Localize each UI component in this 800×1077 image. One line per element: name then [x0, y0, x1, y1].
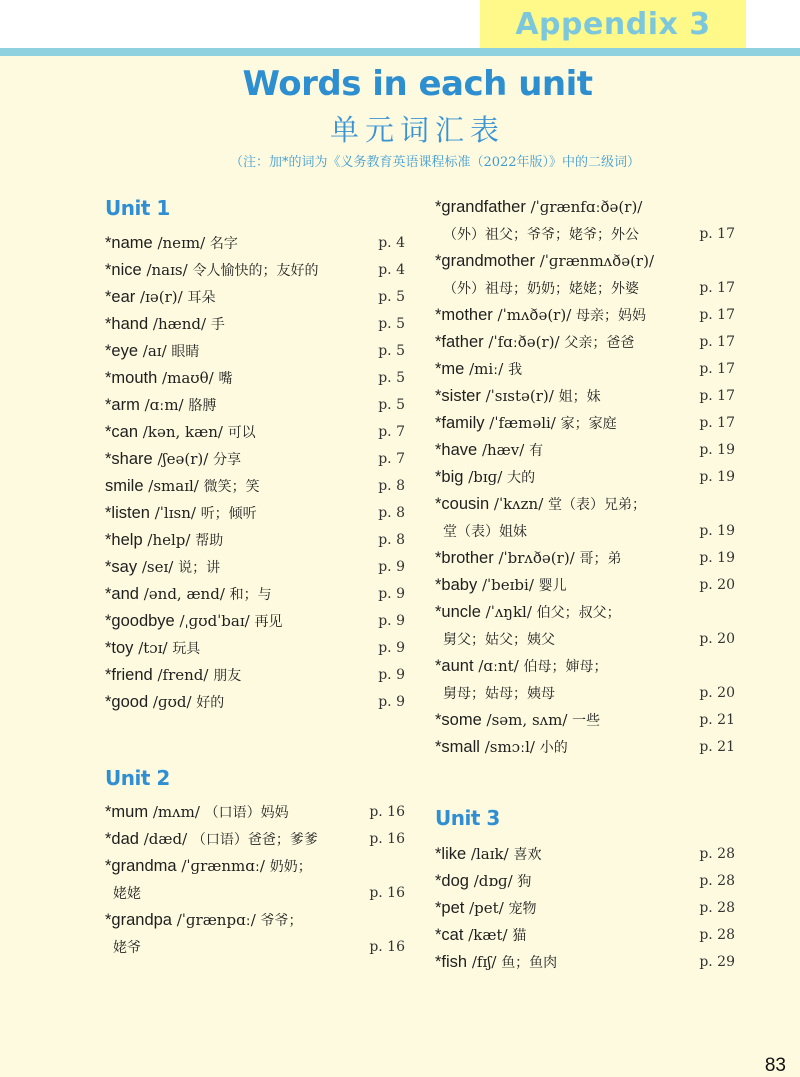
entry-phonetic: /ənd, ænd/: [138, 585, 230, 603]
entry-word: *goodbye: [105, 612, 175, 630]
vocab-entry: [105, 230, 405, 257]
entry-word: *name: [105, 234, 153, 252]
entry-word: *grandmother: [435, 252, 535, 270]
entry-meaning: 有: [529, 443, 544, 459]
entry-page: p. 17: [699, 388, 735, 404]
entry-page: p. 19: [699, 469, 735, 485]
vocab-entry: [105, 689, 405, 716]
vocab-entry-continued: [105, 880, 405, 907]
entry-word: *grandma: [105, 857, 177, 875]
vocab-entry: [105, 365, 405, 392]
entry-meaning: 姐；妹: [558, 389, 601, 405]
vocab-entry: [105, 608, 405, 635]
entry-word: *father: [435, 333, 484, 351]
vocab-entry: [435, 437, 735, 464]
entry-phonetic: /ɪə(r)/: [135, 288, 188, 306]
entry-page: p. 16: [369, 804, 405, 820]
entry-phonetic: /kən, kæn/: [138, 423, 228, 441]
word-list-unit-1: [105, 230, 405, 716]
entry-page: p. 19: [699, 523, 735, 539]
entry-phonetic: /help/: [142, 531, 196, 549]
entry-phonetic: /dæd/: [138, 830, 192, 848]
entry-page: p. 9: [378, 694, 405, 710]
entry-meaning: 我: [508, 362, 523, 378]
entry-meaning: 玩具: [172, 641, 201, 657]
vocab-entry: [105, 907, 405, 934]
entry-word: *me: [435, 360, 465, 378]
entry-page: p. 19: [699, 442, 735, 458]
entry-phonetic: /dɒɡ/: [468, 872, 518, 890]
entry-meaning-continued: 堂（表）姐妹: [443, 524, 527, 540]
vocab-entry: [105, 257, 405, 284]
entry-word: *cat: [435, 926, 464, 944]
entry-phonetic: /ˈɡrænfɑːðə(r)/: [525, 198, 643, 216]
entry-phonetic: /ˈfæməli/: [484, 414, 561, 432]
entry-page: p. 16: [369, 885, 405, 901]
entry-page: p. 21: [699, 712, 735, 728]
entry-meaning: 名字: [209, 236, 238, 252]
entry-page: p. 17: [699, 361, 735, 377]
entry-word: *say: [105, 558, 138, 576]
vocab-entry: [435, 383, 735, 410]
entry-phonetic: /smaɪl/: [143, 477, 204, 495]
vocab-entry: [435, 841, 735, 868]
entry-word: *grandpa: [105, 911, 172, 929]
entry-word: *dad: [105, 830, 139, 848]
vocab-entry: [435, 653, 735, 680]
entry-page: p. 28: [699, 846, 735, 862]
entry-phonetic: /ˈkʌzn/: [489, 495, 549, 513]
entry-page: p. 7: [378, 424, 405, 440]
entry-phonetic: /miː/: [464, 360, 509, 378]
entry-page: p. 17: [699, 334, 735, 350]
word-list-unit-3: [435, 841, 735, 976]
vocab-entry: [105, 419, 405, 446]
entry-page: p. 5: [378, 397, 405, 413]
vocab-entry: [105, 500, 405, 527]
entry-phonetic: /ˈɡrænmɑː/: [176, 857, 270, 875]
entry-page: p. 17: [699, 415, 735, 431]
vocab-entry: [105, 581, 405, 608]
entry-word: *family: [435, 414, 485, 432]
entry-word: smile: [105, 477, 144, 495]
entry-phonetic: /səm, sʌm/: [481, 711, 573, 729]
entry-word: *cousin: [435, 495, 490, 513]
vocab-entry: [105, 853, 405, 880]
entry-meaning: 分享: [213, 452, 242, 468]
entry-word: *can: [105, 423, 139, 441]
entry-page: p. 16: [369, 939, 405, 955]
entry-meaning: 小的: [539, 740, 568, 756]
entry-word: *like: [435, 845, 467, 863]
entry-page: p. 28: [699, 873, 735, 889]
entry-phonetic: /seɪ/: [137, 558, 179, 576]
vocab-entry: [435, 734, 735, 761]
word-list-unit-2: [105, 799, 405, 961]
entry-phonetic: /smɔːl/: [479, 738, 540, 756]
entry-meaning-continued: 姥姥: [113, 886, 141, 902]
entry-word: *dog: [435, 872, 469, 890]
entry-phonetic: /aɪ/: [138, 342, 172, 360]
entry-word: *baby: [435, 576, 478, 594]
entry-page: p. 20: [699, 577, 735, 593]
entry-phonetic: /laɪk/: [466, 845, 514, 863]
entry-meaning-continued: 舅父；姑父；姨父: [443, 632, 555, 648]
vocab-entry: [105, 446, 405, 473]
entry-meaning: 奶奶；: [269, 859, 312, 875]
entry-page: p. 4: [378, 262, 405, 278]
entry-word: *mouth: [105, 369, 158, 387]
entry-word: *sister: [435, 387, 481, 405]
vocab-entry-continued: [435, 275, 735, 302]
entry-page: p. 9: [378, 640, 405, 656]
entry-word: *eye: [105, 342, 139, 360]
entry-page: p. 4: [378, 235, 405, 251]
entry-word: *fish: [435, 953, 468, 971]
entry-meaning: 父亲；爸爸: [564, 335, 635, 351]
entry-phonetic: /ˈfɑːðə(r)/: [483, 333, 565, 351]
entry-meaning: 可以: [227, 425, 256, 441]
entry-phonetic: /maʊθ/: [157, 369, 219, 387]
entry-phonetic: /ˈbeɪbi/: [477, 576, 539, 594]
vocab-entry-continued: [435, 680, 735, 707]
vocab-entry: [435, 895, 735, 922]
entry-meaning: 婴儿: [538, 578, 567, 594]
vocab-entry-continued: [435, 221, 735, 248]
vocab-entry: [435, 491, 735, 518]
entry-phonetic: /frend/: [152, 666, 214, 684]
entry-phonetic: /ɑːnt/: [473, 657, 524, 675]
entry-page: p. 9: [378, 559, 405, 575]
entry-meaning: 哥；弟: [579, 551, 622, 567]
entry-meaning: 狗: [517, 874, 532, 890]
entry-page: p. 17: [699, 280, 735, 296]
entry-page: p. 8: [378, 505, 405, 521]
entry-phonetic: /ʃeə(r)/: [152, 450, 214, 468]
vocab-entry: [435, 599, 735, 626]
page-title: Words in each unit: [242, 64, 593, 104]
vocab-entry: [435, 572, 735, 599]
entry-phonetic: /ɡʊd/: [148, 693, 197, 711]
entry-page: p. 28: [699, 900, 735, 916]
vocab-entry: [435, 194, 735, 221]
entry-page: p. 5: [378, 370, 405, 386]
entry-word: *mother: [435, 306, 493, 324]
entry-word: *aunt: [435, 657, 474, 675]
vocab-entry: [105, 826, 405, 853]
entry-word: *ear: [105, 288, 136, 306]
entry-word: *help: [105, 531, 143, 549]
entry-meaning: 和；与: [229, 587, 272, 603]
entry-page: p. 28: [699, 927, 735, 943]
entry-phonetic: /ˌɡʊdˈbaɪ/: [174, 612, 255, 630]
entry-phonetic: /ˈlɪsn/: [149, 504, 201, 522]
entry-page: p. 9: [378, 586, 405, 602]
entry-page: p. 5: [378, 289, 405, 305]
entry-word: *hand: [105, 315, 149, 333]
entry-meaning: 微笑；笑: [203, 479, 260, 495]
entry-meaning: 鱼；鱼肉: [501, 955, 558, 971]
entry-word: *good: [105, 693, 149, 711]
unit-heading: Unit 2: [105, 766, 170, 790]
entry-page: p. 9: [378, 613, 405, 629]
entry-page: p. 9: [378, 667, 405, 683]
vocab-entry: [435, 922, 735, 949]
entry-meaning: 朋友: [213, 668, 242, 684]
appendix-tab: [480, 0, 746, 48]
entry-meaning: 猫: [512, 928, 527, 944]
vocab-entry-continued: [435, 626, 735, 653]
entry-meaning: 伯母；婶母；: [523, 659, 608, 675]
entry-word: *and: [105, 585, 139, 603]
entry-page: p. 5: [378, 316, 405, 332]
entry-word: *small: [435, 738, 480, 756]
entry-page: p. 17: [699, 307, 735, 323]
entry-phonetic: /tɔɪ/: [133, 639, 173, 657]
vocab-entry: [435, 707, 735, 734]
entry-page: p. 16: [369, 831, 405, 847]
entry-phonetic: /ˈɡrænmʌðə(r)/: [534, 252, 654, 270]
entry-page: p. 8: [378, 478, 405, 494]
entry-meaning: 堂（表）兄弟；: [548, 497, 647, 513]
entry-meaning: 大的: [507, 470, 536, 486]
entry-meaning: 宠物: [508, 901, 537, 917]
entry-meaning: （口语）爸爸；爹爹: [191, 832, 318, 848]
entry-page: p. 5: [378, 343, 405, 359]
entry-meaning: 伯父；叔父；: [536, 605, 621, 621]
entry-word: *toy: [105, 639, 134, 657]
vocab-entry: [435, 248, 735, 275]
vocab-entry: [435, 464, 735, 491]
vocab-entry: [105, 284, 405, 311]
entry-word: *mum: [105, 803, 149, 821]
entry-page: p. 29: [699, 954, 735, 970]
vocab-entry-continued: [105, 934, 405, 961]
appendix-label: Appendix 3: [515, 6, 711, 42]
unit-heading: Unit 1: [105, 196, 170, 220]
entry-word: *some: [435, 711, 482, 729]
word-list-unit-2-continued: [435, 194, 735, 761]
entry-meaning: 再见: [254, 614, 283, 630]
vocab-entry: [435, 302, 735, 329]
vocab-entry: [435, 949, 735, 976]
vocab-entry: [435, 329, 735, 356]
entry-meaning: 帮助: [195, 533, 224, 549]
page-subtitle: 单元词汇表: [329, 113, 505, 147]
vocab-entry: [435, 545, 735, 572]
header-stripe: [0, 48, 800, 56]
entry-meaning: 眼睛: [171, 344, 200, 360]
entry-phonetic: /hænd/: [148, 315, 211, 333]
entry-word: *pet: [435, 899, 465, 917]
entry-phonetic: /neɪm/: [152, 234, 210, 252]
entry-page: p. 17: [699, 226, 735, 242]
entry-word: *grandfather: [435, 198, 526, 216]
vocab-entry: [105, 635, 405, 662]
entry-word: *brother: [435, 549, 494, 567]
vocab-entry: [105, 554, 405, 581]
vocab-entry: [435, 356, 735, 383]
entry-meaning: 好的: [196, 695, 225, 711]
page-note: （注：加*的词为《义务教育英语课程标准（2022年版）》中的二级词）: [229, 155, 641, 170]
entry-page: p. 19: [699, 550, 735, 566]
entry-phonetic: /ˈmʌðə(r)/: [492, 306, 577, 324]
entry-word: *uncle: [435, 603, 481, 621]
entry-page: p. 7: [378, 451, 405, 467]
entry-word: *listen: [105, 504, 150, 522]
page-number: 83: [764, 1055, 786, 1076]
entry-phonetic: /fɪʃ/: [467, 953, 502, 971]
entry-phonetic: /kæt/: [463, 926, 513, 944]
entry-meaning: 手: [210, 317, 225, 333]
entry-phonetic: /ˈbrʌðə(r)/: [493, 549, 580, 567]
entry-word: *share: [105, 450, 153, 468]
vocab-entry: [105, 311, 405, 338]
vocab-entry: [105, 662, 405, 689]
entry-meaning-continued: 姥爷: [113, 940, 141, 956]
entry-phonetic: /ˈɡrænpɑː/: [171, 911, 261, 929]
vocab-entry: [435, 868, 735, 895]
entry-word: *arm: [105, 396, 140, 414]
vocab-entry: [105, 392, 405, 419]
vocab-entry: [105, 338, 405, 365]
entry-meaning: 听；倾听: [200, 506, 257, 522]
unit-heading: Unit 3: [435, 806, 500, 830]
entry-page: p. 20: [699, 631, 735, 647]
entry-meaning-continued: 舅母；姑母；姨母: [443, 686, 555, 702]
entry-meaning: 说；讲: [178, 560, 221, 576]
entry-meaning: 耳朵: [187, 290, 216, 306]
entry-word: *friend: [105, 666, 153, 684]
entry-word: *have: [435, 441, 478, 459]
entry-meaning: 胳膊: [188, 398, 217, 414]
entry-phonetic: /hæv/: [477, 441, 530, 459]
vocab-entry: [105, 527, 405, 554]
entry-phonetic: /naɪs/: [141, 261, 193, 279]
entry-meaning: 爷爷；: [260, 913, 303, 929]
entry-meaning: 喜欢: [513, 847, 542, 863]
entry-meaning: （口语）妈妈: [204, 805, 289, 821]
entry-phonetic: /pet/: [464, 899, 509, 917]
entry-word: *big: [435, 468, 464, 486]
entry-page: p. 21: [699, 739, 735, 755]
entry-phonetic: /bɪɡ/: [463, 468, 508, 486]
vocab-entry: [105, 799, 405, 826]
entry-page: p. 8: [378, 532, 405, 548]
vocab-entry: [105, 473, 405, 500]
entry-phonetic: /mʌm/: [148, 803, 205, 821]
entry-phonetic: /ɑːm/: [139, 396, 189, 414]
vocab-entry: [435, 410, 735, 437]
entry-phonetic: /ˈsɪstə(r)/: [480, 387, 559, 405]
entry-meaning-continued: （外）祖母；奶奶；姥姥；外婆: [443, 281, 639, 297]
entry-meaning: 嘴: [218, 371, 233, 387]
entry-word: *nice: [105, 261, 142, 279]
entry-meaning: 母亲；妈妈: [576, 308, 647, 324]
entry-page: p. 20: [699, 685, 735, 701]
entry-phonetic: /ˈʌŋkl/: [480, 603, 537, 621]
entry-meaning: 一些: [572, 713, 601, 729]
entry-meaning: 家；家庭: [560, 416, 617, 432]
entry-meaning-continued: （外）祖父；爷爷；姥爷；外公: [443, 227, 639, 243]
entry-meaning: 令人愉快的；友好的: [192, 263, 319, 279]
vocab-entry-continued: [435, 518, 735, 545]
